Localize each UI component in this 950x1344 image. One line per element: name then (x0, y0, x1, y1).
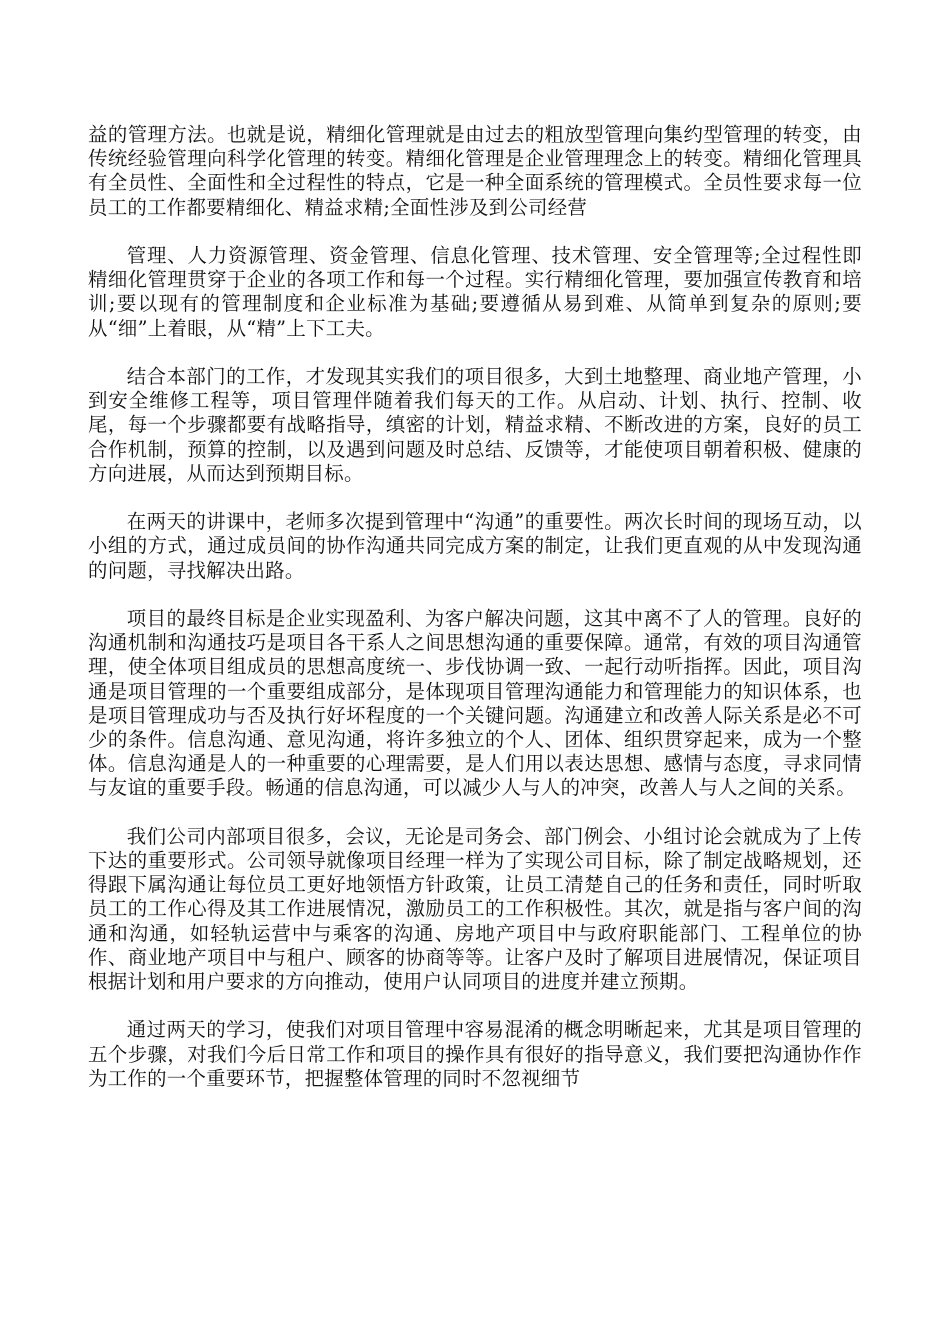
paragraph-2: 管理、人力资源管理、资金管理、信息化管理、技术管理、安全管理等;全过程性即精细化管理贯穿于企业的各项工作和每一个过程。实行精细化管理，要加强宣传教育和培训;要以现有的管理制度和企业标准为基础;要遵循从易到难、从简单到复杂的原则;要从“细”上着眼，从“精”上下工夫。 (88, 244, 862, 340)
paragraph-6: 我们公司内部项目很多，会议，无论是司务会、部门例会、小组讨论会就成为了上传下达的重要形式。公司领导就像项目经理一样为了实现公司目标，除了制定战略规划，还得跟下属沟通让每位员工更好地领悟方针政策，让员工清楚自己的任务和责任，同时听取员工的工作心得及其工作进展情况，激励员工的工作积极性。其次，就是指与客户间的沟通和沟通，如轻轨运营中与乘客的沟通、房地产项目中与政府职能部门、工程单位的协作、商业地产项目中与租户、顾客的协商等等。让客户及时了解项目进展情况，保证项目根据计划和用户要求的方向推动，使用户认同项目的进度并建立预期。 (88, 824, 862, 994)
paragraph-1: 益的管理方法。也就是说，精细化管理就是由过去的粗放型管理向集约型管理的转变，由传统经验管理向科学化管理的转变。精细化管理是企业管理理念上的转变。精细化管理具有全员性、全面性和全过程性的特点，它是一种全面系统的管理模式。全员性要求每一位员工的工作都要精细化、精益求精;全面性涉及到公司经营 (88, 123, 862, 219)
paragraph-3: 结合本部门的工作，才发现其实我们的项目很多，大到土地整理、商业地产管理，小到安全维修工程等，项目管理伴随着我们每天的工作。从启动、计划、执行、控制、收尾，每一个步骤都要有战略指导，缜密的计划，精益求精、不断改进的方案，良好的员工合作机制，预算的控制，以及遇到问题及时总结、反馈等，才能使项目朝着积极、健康的方向进展，从而达到预期目标。 (88, 365, 862, 485)
paragraph-5: 项目的最终目标是企业实现盈利、为客户解决问题，这其中离不了人的管理。良好的沟通机制和沟通技巧是项目各干系人之间思想沟通的重要保障。通常，有效的项目沟通管理，使全体项目组成员的思想高度统一、步伐协调一致、一起行动听指挥。因此，项目沟通是项目管理的一个重要组成部分，是体现项目管理沟通能力和管理能力的知识体系，也是项目管理成功与否及执行好坏程度的一个关键问题。沟通建立和改善人际关系是必不可少的条件。信息沟通、意见沟通，将许多独立的个人、团体、组织贯穿起来，成为一个整体。信息沟通是人的一种重要的心理需要，是人们用以表达思想、感情与态度，寻求同情与友谊的重要手段。畅通的信息沟通，可以减少人与人的冲突，改善人与人之间的关系。 (88, 607, 862, 800)
paragraph-4: 在两天的讲课中，老师多次提到管理中“沟通”的重要性。两次长时间的现场互动，以小组的方式，通过成员间的协作沟通共同完成方案的制定，让我们更直观的从中发现沟通的问题，寻找解决出路。 (88, 510, 862, 582)
paragraph-7: 通过两天的学习，使我们对项目管理中容易混淆的概念明晰起来，尤其是项目管理的五个步骤，对我们今后日常工作和项目的操作具有很好的指导意义，我们要把沟通协作作为工作的一个重要环节，把握整体管理的同时不忽视细节 (88, 1018, 862, 1090)
document-body (88, 123, 862, 1115)
